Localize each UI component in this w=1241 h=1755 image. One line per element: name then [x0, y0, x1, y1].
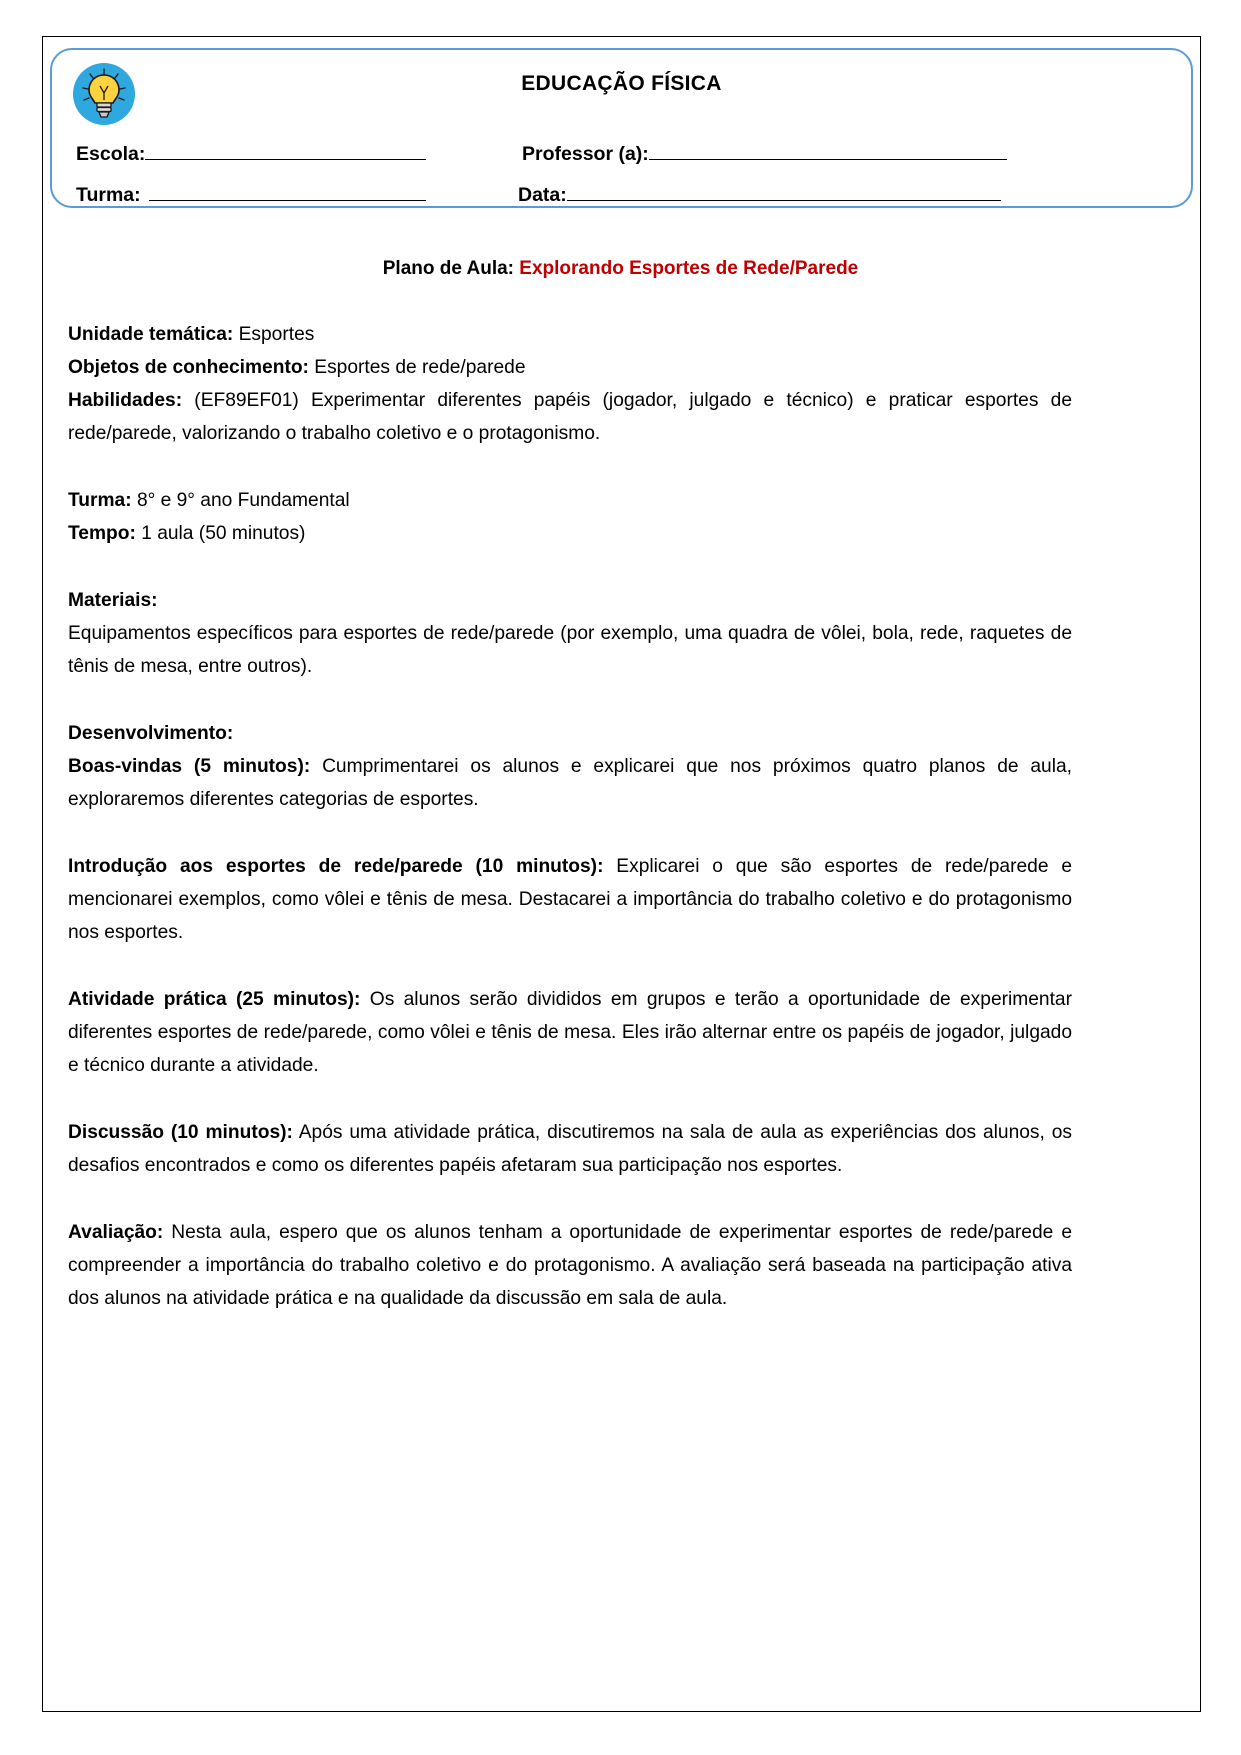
tempo-value: 1 aula (50 minutos) — [135, 523, 306, 545]
turma-label: Turma: — [76, 184, 141, 206]
spacer — [68, 683, 1072, 717]
boas-vindas-value: Cumprimentarei os alunos e explicarei que nos próximos quatro planos de aula, exploraremos diferentes categorias de esportes. — [68, 756, 1072, 811]
unidade-tematica-label: Unidade temática: — [68, 324, 234, 345]
introducao-value: Explicarei o que são esportes de rede/parede e mencionarei exemplos, como vôlei e tênis de mesa. Destacarei a importância do trabalho coletivo e do protagonismo nos esportes. — [68, 856, 1072, 944]
tempo-label: Tempo: — [68, 523, 136, 545]
header-field-row-1 — [76, 142, 1175, 166]
objetos-conhecimento-value: Esportes de rede/parede — [308, 357, 526, 379]
spacer — [68, 816, 1072, 850]
discussao-label: Discussão (10 minutos): — [68, 1122, 293, 1144]
plano-de-aula-subject: Explorando Esportes de Rede/Parede — [519, 258, 859, 279]
data-input-line[interactable] — [567, 183, 1001, 201]
tempo-line — [68, 517, 1072, 550]
data-field[interactable] — [518, 183, 1001, 207]
escola-input-line[interactable] — [145, 142, 426, 160]
desenvolvimento-label: Desenvolvimento: — [68, 723, 234, 745]
lesson-plan-body — [68, 318, 1072, 1315]
introducao-label: Introdução aos esportes de rede/parede (10 minutos): — [68, 856, 604, 878]
escola-label: Escola: — [76, 143, 146, 165]
habilidades-paragraph — [68, 384, 1072, 450]
discussao-value: Após uma atividade prática, discutiremos na sala de aula as experiências dos alunos, os desafios encontrados e como os diferentes papéis afetaram sua participação nos esportes. — [68, 1122, 1072, 1177]
data-label: Data: — [518, 184, 567, 206]
turma-body-label: Turma: — [68, 490, 132, 512]
page-title — [0, 258, 1241, 280]
spacer — [68, 450, 1072, 484]
materiais-heading — [68, 584, 1072, 617]
habilidades-label: Habilidades: — [68, 390, 183, 412]
turma-input-line[interactable] — [149, 183, 426, 201]
spacer — [68, 1082, 1072, 1116]
header-card — [50, 48, 1193, 208]
avaliacao-value: Nesta aula, espero que os alunos tenham a oportunidade de experimentar esportes de rede/parede e compreender a importância do trabalho coletivo e do protagonismo. A avaliação será baseada na participação ativa dos alunos na atividade prática e na qualidade da discussão em sala de aula. — [68, 1222, 1072, 1310]
desenvolvimento-heading — [68, 717, 1072, 750]
objetos-conhecimento-line — [68, 351, 1072, 384]
atividade-pratica-paragraph — [68, 983, 1072, 1082]
materiais-label: Materiais: — [68, 590, 158, 612]
professor-label: Professor (a): — [522, 143, 649, 165]
spacer — [68, 1182, 1072, 1216]
header-field-row-2 — [76, 183, 1175, 207]
unidade-tematica-line — [68, 318, 1072, 351]
introducao-paragraph — [68, 850, 1072, 949]
spacer — [68, 550, 1072, 584]
objetos-conhecimento-label: Objetos de conhecimento: — [68, 357, 309, 379]
professor-input-line[interactable] — [649, 142, 1007, 160]
avaliacao-paragraph — [68, 1216, 1072, 1315]
spacer — [68, 949, 1072, 983]
avaliacao-label: Avaliação: — [68, 1222, 164, 1244]
escola-field[interactable] — [76, 142, 426, 166]
turma-field[interactable] — [76, 183, 426, 207]
materiais-paragraph: Equipamentos específicos para esportes de rede/parede (por exemplo, uma quadra de vôlei, bola, rede, raquetes de tênis de mesa, entre outros). — [68, 623, 1072, 678]
discussao-paragraph — [68, 1116, 1072, 1182]
header-title: EDUCAÇÃO FÍSICA — [521, 72, 722, 95]
professor-field[interactable] — [522, 142, 1007, 166]
boas-vindas-paragraph — [68, 750, 1072, 816]
habilidades-value: (EF89EF01) Experimentar diferentes papéis (jogador, julgado e técnico) e praticar esportes de rede/parede, valorizando o trabalho coletivo e o protagonismo. — [68, 390, 1072, 445]
turma-line — [68, 484, 1072, 517]
plano-de-aula-prefix: Plano de Aula: — [382, 258, 515, 279]
atividade-pratica-value: Os alunos serão divididos em grupos e terão a oportunidade de experimentar diferentes esportes de rede/parede, como vôlei e tênis de mesa. Eles irão alternar entre os papéis de jogador, julgado e técnico durante a atividade. — [68, 989, 1072, 1077]
turma-body-value: 8° e 9° ano Fundamental — [131, 490, 350, 512]
boas-vindas-label: Boas-vindas (5 minutos): — [68, 756, 311, 778]
atividade-pratica-label: Atividade prática (25 minutos): — [68, 989, 361, 1011]
unidade-tematica-value: Esportes — [233, 324, 315, 345]
